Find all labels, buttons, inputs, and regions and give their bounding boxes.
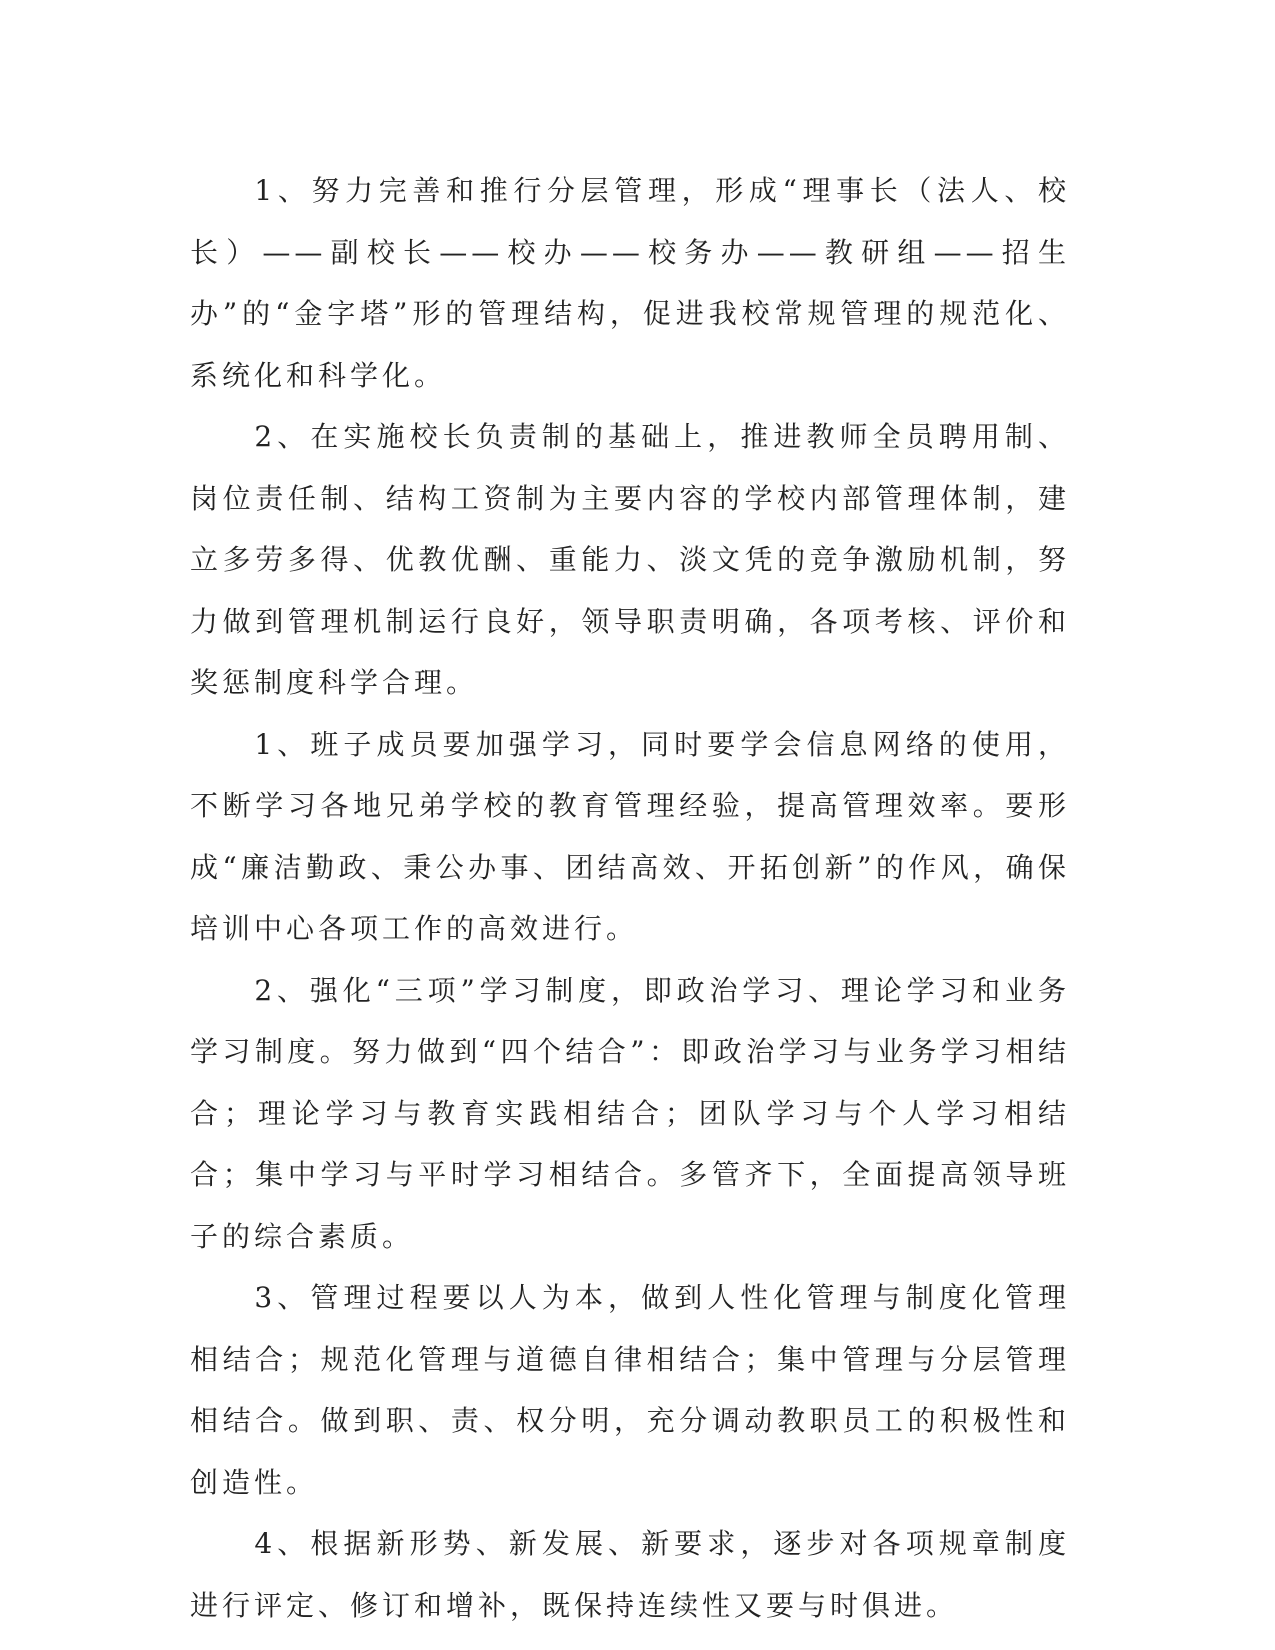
paragraph-2: 2、在实施校长负责制的基础上，推进教师全员聘用制、岗位责任制、结构工资制为主要内容的学校内部管理体制，建立多劳多得、优教优酬、重能力、淡文凭的竞争激励机制，努力做到管理机制运行良好，领导职责明确，各项考核、评价和奖惩制度科学合理。 (190, 420, 1070, 699)
paragraph-1: 1、努力完善和推行分层管理，形成“理事长（法人、校长）——副校长——校办——校务办——教研组——招生办”的“金字塔”形的管理结构，促进我校常规管理的规范化、系统化和科学化。 (190, 174, 1070, 392)
paragraph-6: 4、根据新形势、新发展、新要求，逐步对各项规章制度进行评定、修订和增补，既保持连续性又要与时俱进。 (190, 1527, 1070, 1622)
paragraph-5: 3、管理过程要以人为本，做到人性化管理与制度化管理相结合；规范化管理与道德自律相结合；集中管理与分层管理相结合。做到职、责、权分明，充分调动教职员工的积极性和创造性。 (190, 1281, 1070, 1499)
paragraph-3: 1、班子成员要加强学习，同时要学会信息网络的使用，不断学习各地兄弟学校的教育管理经验，提高管理效率。要形成“廉洁勤政、秉公办事、团结高效、开拓创新”的作风，确保培训中心各项工作的高效进行。 (190, 727, 1070, 945)
paragraph-4: 2、强化“三项”学习制度，即政治学习、理论学习和业务学习制度。努力做到“四个结合”：即政治学习与业务学习相结合；理论学习与教育实践相结合；团队学习与个人学习相结合；集中学习与平时学习相结合。多管齐下，全面提高领导班子的综合素质。 (190, 973, 1070, 1253)
document-body (190, 160, 1070, 1636)
